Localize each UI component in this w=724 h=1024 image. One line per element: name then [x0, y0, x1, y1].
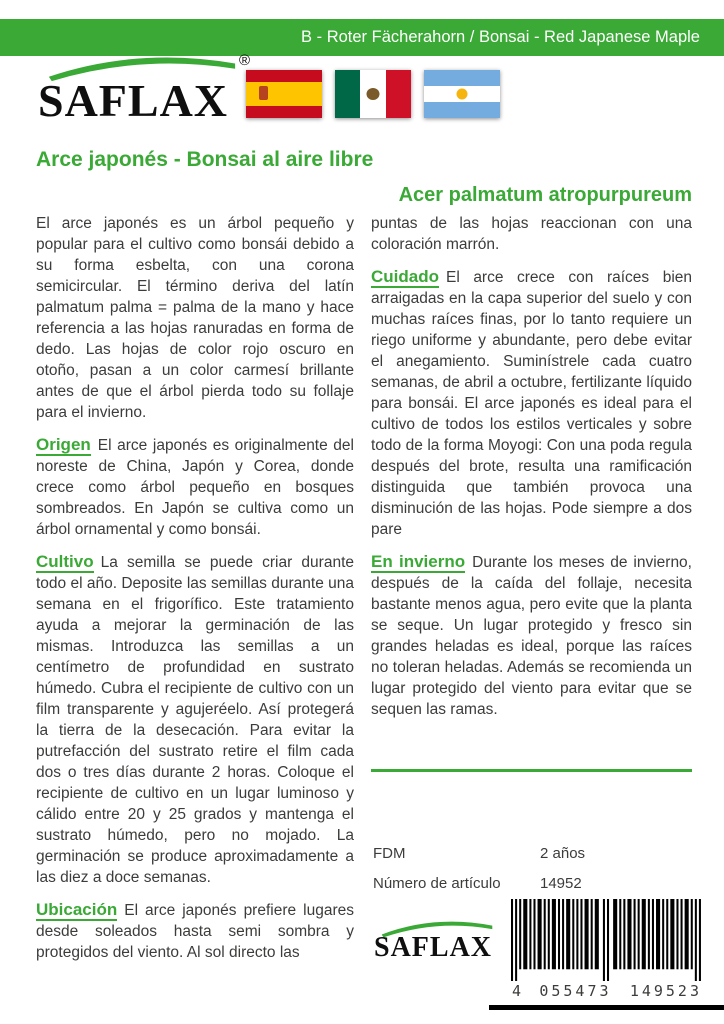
section-cultivo: [36, 551, 354, 888]
intro-paragraph: El arce japonés es un árbol pequeño y popular para el cultivo como bonsái debido a su forma esbelta, con una corona semicircular. El término deriva del latín palmatum palma = palma de la mano y hace referencia a las hojas ranuradas en forma de dedo. Las hojas de color rojo oscuro en otoño, pasan a un color carmesí brillante antes de que el árbol pierda todo su follaje para el invierno.: [36, 215, 354, 421]
page-title: Arce japonés - Bonsai al aire libre: [36, 148, 374, 171]
right-column: [371, 213, 692, 731]
argentina-sun-icon: [457, 89, 468, 100]
section-text-origen: El arce japonés es originalmente del noreste de China, Japón y Corea, donde crece como árbol pequeño en bosques sombreados. En Japón se cultiva como un árbol ornamental y como bonsái.: [36, 437, 354, 538]
spain-flag-icon: [246, 70, 322, 118]
section-cuidado: [371, 266, 692, 540]
barcode-right-group: 149523: [629, 982, 702, 1000]
section-text-ubicacion: El arce japonés prefiere lugares desde soleados hasta semi sombra y protegidos del viento. Al sol directo las: [36, 902, 354, 961]
barcode-system-digit: 4: [512, 982, 522, 1000]
left-column: [36, 213, 354, 974]
brand-wordmark-bottom: SAFLAX: [374, 932, 493, 963]
saflax-logo: [38, 52, 250, 136]
ubicacion-continued-paragraph: puntas de las hojas reaccionan con una coloración marrón.: [371, 215, 692, 253]
section-title-origen: Origen: [36, 435, 91, 454]
detail-value-fdm: 2 años: [540, 845, 586, 862]
flags-row: [246, 70, 500, 118]
barcode-left-group: 055473: [539, 982, 612, 1000]
barcode-number: [511, 982, 703, 1000]
section-title-cultivo: Cultivo: [36, 552, 94, 571]
mexico-eagle-emblem-icon: [366, 88, 379, 100]
bottom-crop-line: [489, 1005, 724, 1010]
section-text-en-invierno: Durante los meses de invierno, después de la caída del follaje, necesita bastante menos agua, pero evite que la planta se seque. Un lugar protegido y fresco sin grandes heladas es ideal, porque las raíces no toleran heladas. Además se recomienda un lugar protegido del viento para evitar que se sequen las ramas.: [371, 554, 692, 718]
section-origen: [36, 434, 354, 540]
detail-row-article-number: [373, 875, 693, 892]
section-text-cuidado: El arce crece con raíces bien arraigadas en la capa superior del suelo y con muchas raíces finas, por lo tanto requiere un riego uniforme y abundante, pero debe evitar el anegamiento. Suminístrele cada cuatro semanas, de abril a octubre, fertilizante líquido para bonsái. El arce japonés es ideal para el cultivo de todos los estilos verticales y sobre todo de la forma Moyogi: Con una poda regula después del brote, resulta una ramificación distinguida que también provoca una disminución de las hojas. Pode siempre a dos pare: [371, 269, 692, 538]
registered-trademark: ®: [238, 52, 250, 69]
top-banner: [0, 19, 724, 56]
spain-coat-of-arms-icon: [259, 86, 268, 100]
mexico-flag-icon: [335, 70, 411, 118]
product-details: [373, 845, 693, 905]
botanical-name: Acer palmatum atropurpureum: [398, 184, 692, 206]
saflax-logo-bottom: [374, 918, 504, 962]
detail-row-fdm: [373, 845, 693, 862]
section-title-en-invierno: En invierno: [371, 552, 466, 571]
detail-label-fdm: FDM: [373, 845, 406, 862]
detail-label-article-number: Número de artículo: [373, 875, 501, 892]
argentina-flag-icon: [424, 70, 500, 118]
section-en-invierno: [371, 551, 692, 720]
section-text-cultivo: La semilla se puede criar durante todo el año. Deposite las semillas durante una semana en el frigorífico. Este tratamiento ayuda a mejorar la germinación de las mismas. Introduzca las semillas a un centímetro de profundidad en sustrato húmedo. Cubra el recipiente de cultivo con un film transparente y agujeréelo. Así protegerá la tierra de la desecación. Para evitar la putrefacción del sustrato retire el film cada dos o tres días durante 2 horas. Coloque el recipiente de cultivo en un lugar luminoso y cálido entre 20 y 25 grados y mantenga el sustrato húmedo, pero no mojado. La germinación se produce aproximadamente a las diez a doce semanas.: [36, 554, 354, 886]
barcode-bars-icon: [511, 899, 703, 981]
top-banner-text: B - Roter Fächerahorn / Bonsai - Red Japanese Maple: [301, 28, 700, 46]
section-title-ubicacion: Ubicación: [36, 900, 118, 919]
detail-value-article-number: 14952: [540, 875, 582, 892]
section-ubicacion: [36, 899, 354, 963]
ean-barcode: [511, 899, 703, 1000]
section-divider: [371, 769, 692, 772]
section-title-cuidado: Cuidado: [371, 267, 439, 286]
brand-wordmark: SAFLAX: [38, 75, 229, 126]
